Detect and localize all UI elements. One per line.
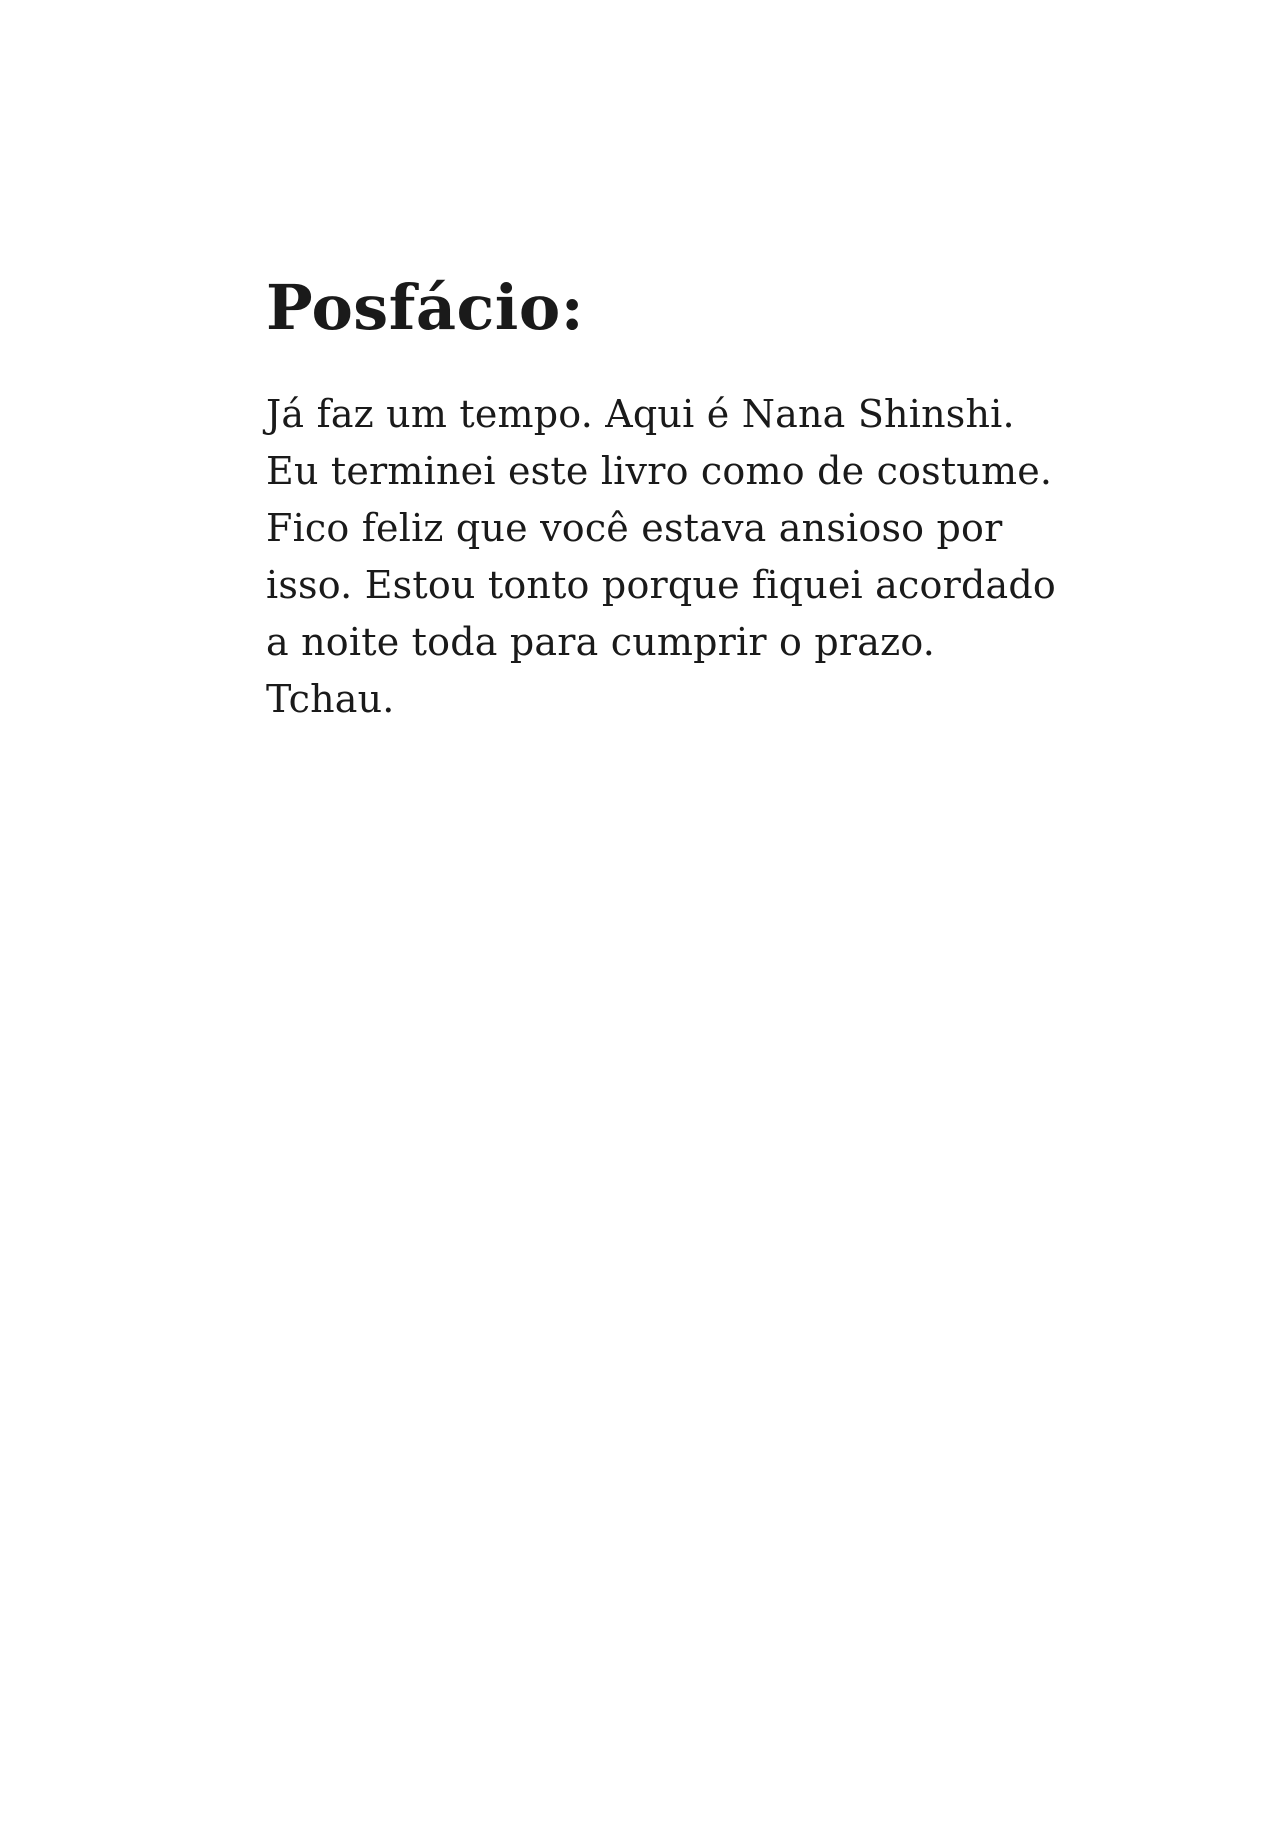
paragraph-line: Fico feliz que você estava ansioso por <box>266 506 1003 550</box>
paragraph-line: a noite toda para cumprir o prazo. <box>266 620 936 664</box>
paragraph-line: Eu terminei este livro como de costume. <box>266 449 1053 493</box>
paragraph-line: Já faz um tempo. Aqui é Nana Shinshi. <box>266 392 1015 436</box>
afterword-paragraph <box>266 386 1166 728</box>
paragraph-line: isso. Estou tonto porque fiquei acordado <box>266 563 1056 607</box>
page-title: Posfácio: <box>266 271 585 344</box>
afterword-section <box>266 268 1166 728</box>
paragraph-line: Tchau. <box>266 677 395 721</box>
